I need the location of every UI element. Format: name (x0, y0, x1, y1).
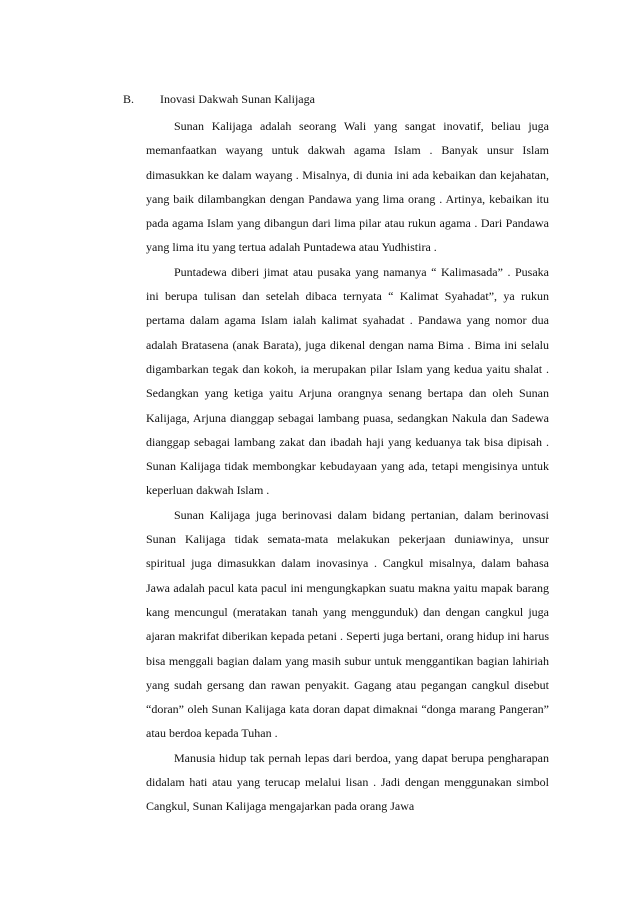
section-title: Inovasi Dakwah Sunan Kalijaga (160, 92, 315, 106)
section-number: B. (123, 92, 135, 106)
paragraph-1: Sunan Kalijaga adalah seorang Wali yang sangat inovatif, beliau juga memanfaatkan wayang untuk dakwah agama Islam . Banyak unsur Islam dimasukkan ke dalam wayang . Misalnya, di dunia ini ada kebaikan dan kejahatan, yang baik dilambangkan dengan Pandawa yang lima orang . Artinya, kebaikan itu pada agama Islam yang dibangun dari lima pilar atau rukun agama . Dari Pandawa yang lima itu yang tertua adalah Puntadewa atau Yudhistira . (146, 119, 549, 255)
body-text (146, 114, 549, 819)
paragraph-3: Sunan Kalijaga juga berinovasi dalam bidang pertanian, dalam berinovasi Sunan Kalijaga tidak semata-mata melakukan pekerjaan duniawinya, unsur spiritual juga dimasukkan dalam inovasinya . Cangkul misalnya, dalam bahasa Jawa adalah pacul kata pacul ini mengungkapkan suatu makna yaitu mapak barang kang mencungul (meratakan tanah yang menggunduk) dan dengan cangkul juga ajaran makrifat diberikan kepada petani . Seperti juga bertani, orang hidup ini harus bisa menggali bagian dalam yang masih subur untuk menggantikan bagian lahiriah yang sudah gersang dan rawan penyakit. Gagang atau pegangan cangkul disebut “doran” oleh Sunan Kalijaga kata doran dapat dimaknai “donga marang Pangeran” atau berdoa kepada Tuhan . (146, 507, 549, 741)
paragraph-4: Manusia hidup tak pernah lepas dari berdoa, yang dapat berupa pengharapan didalam hati atau yang terucap melalui lisan . Jadi dengan menggunakan simbol Cangkul, Sunan Kalijaga mengajarkan pada orang Jawa (146, 750, 549, 814)
section-heading (123, 92, 315, 107)
paragraph-2: Puntadewa diberi jimat atau pusaka yang namanya “ Kalimasada” . Pusaka ini berupa tulisan dan setelah dibaca ternyata “ Kalimat Syahadat”, ya rukun pertama dalam agama Islam ialah kalimat syahadat . Pandawa yang nomor dua adalah Bratasena (anak Barata), juga dikenal dengan nama Bima . Bima ini selalu digambarkan tegak dan kokoh, ia merupakan pilar Islam yang kedua yaitu shalat . Sedangkan yang ketiga yaitu Arjuna orangnya senang bertapa dan oleh Sunan Kalijaga, Arjuna dianggap sebagai lambang puasa, sedangkan Nakula dan Sadewa dianggap sebagai lambang zakat dan ibadah haji yang keduanya tak bisa dipisah . Sunan Kalijaga tidak membongkar kebudayaan yang ada, tetapi mengisinya untuk keperluan dakwah Islam . (146, 264, 549, 498)
